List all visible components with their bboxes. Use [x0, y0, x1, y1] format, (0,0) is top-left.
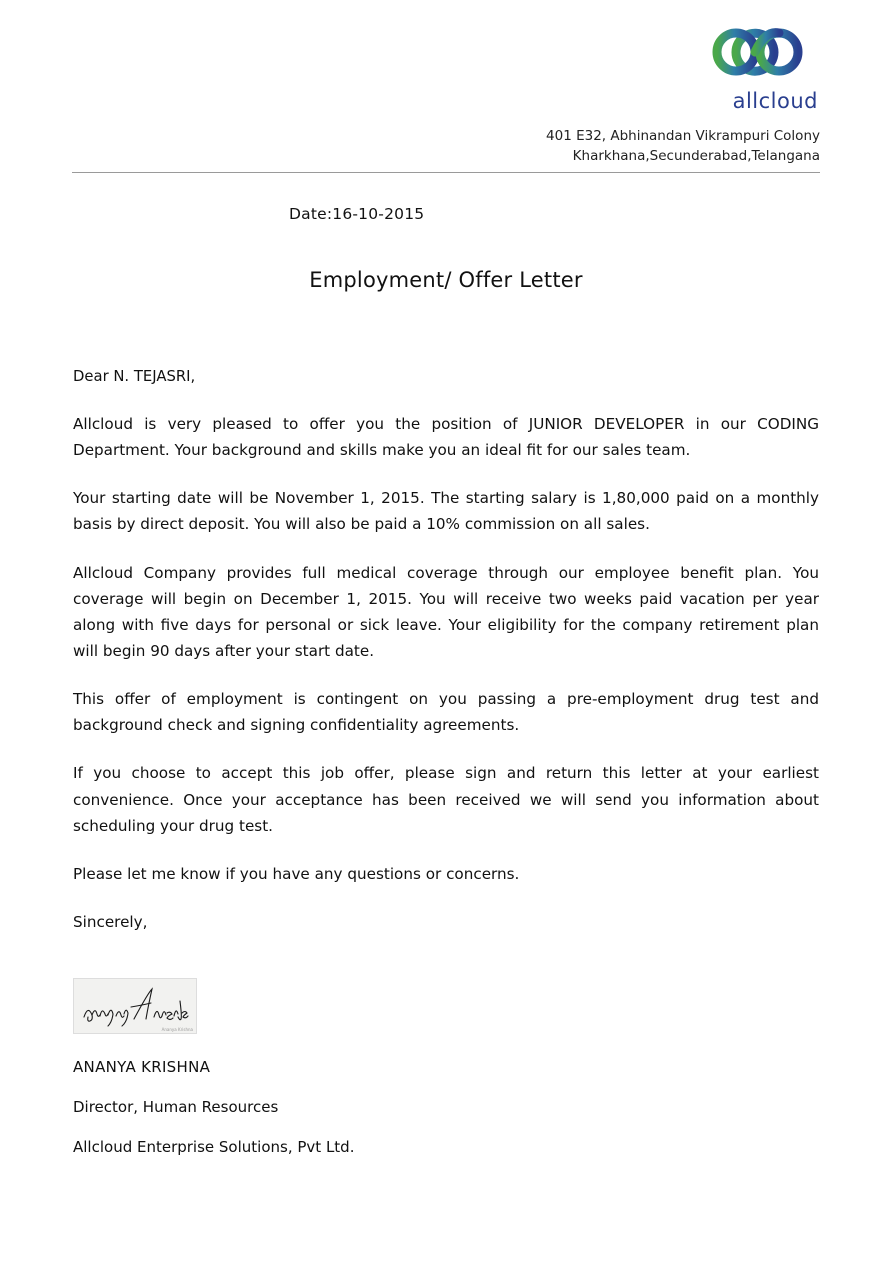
company-logo: [710, 18, 820, 112]
signatory-role: Director, Human Resources: [73, 1098, 279, 1116]
company-address: [400, 126, 820, 167]
letterhead: [400, 18, 820, 167]
signature-watermark: Ananya Krishna: [161, 1027, 193, 1032]
paragraph-6: Please let me know if you have any questions or concerns.: [73, 864, 520, 883]
paragraph-4: This offer of employment is contingent on you passing a pre-employment drug test and background check and signing confidentiality agreements.: [73, 690, 819, 735]
signatory-name: ANANYA KRISHNA: [73, 1058, 211, 1076]
closing: Sincerely,: [73, 912, 148, 931]
header-divider: [72, 172, 820, 173]
signatory-company: Allcloud Enterprise Solutions, Pvt Ltd.: [73, 1138, 355, 1156]
page-title: Employment/ Offer Letter: [309, 268, 583, 292]
signature-image: [73, 978, 197, 1034]
paragraph-2: Your starting date will be November 1, 2015. The starting salary is 1,80,000 paid on a monthly basis by direct deposit. You will also be paid a 10% commission on all sales.: [73, 489, 819, 534]
paragraph-1: Allcloud is very pleased to offer you the position of JUNIOR DEVELOPER in our CODING Department. Your background and skills make you an ideal fit for our sales team.: [73, 415, 819, 460]
address-line-1: 401 E32, Abhinandan Vikrampuri Colony: [546, 128, 820, 144]
letter-body: [73, 368, 819, 957]
letter-date: Date:16-10-2015: [289, 205, 425, 223]
address-line-2: Kharkhana,Secunderabad,Telangana: [572, 148, 820, 165]
allcloud-infinity-logo-icon: [710, 18, 820, 89]
paragraph-3: Allcloud Company provides full medical coverage through our employee benefit plan. You coverage will begin on December 1, 2015. You will receive two weeks paid vacation per year along with five days for personal or sick leave. Your eligibility for the company retirement plan will begin 90 days after your start date.: [73, 563, 819, 660]
paragraph-5: If you choose to accept this job offer, please sign and return this letter at your earliest convenience. Once your acceptance has been received we will send you information about scheduling your drug test.: [73, 764, 819, 835]
signature-block: [73, 978, 819, 1156]
brand-wordmark: allcloud: [732, 89, 818, 113]
salutation: Dear N. TEJASRI,: [73, 368, 196, 385]
